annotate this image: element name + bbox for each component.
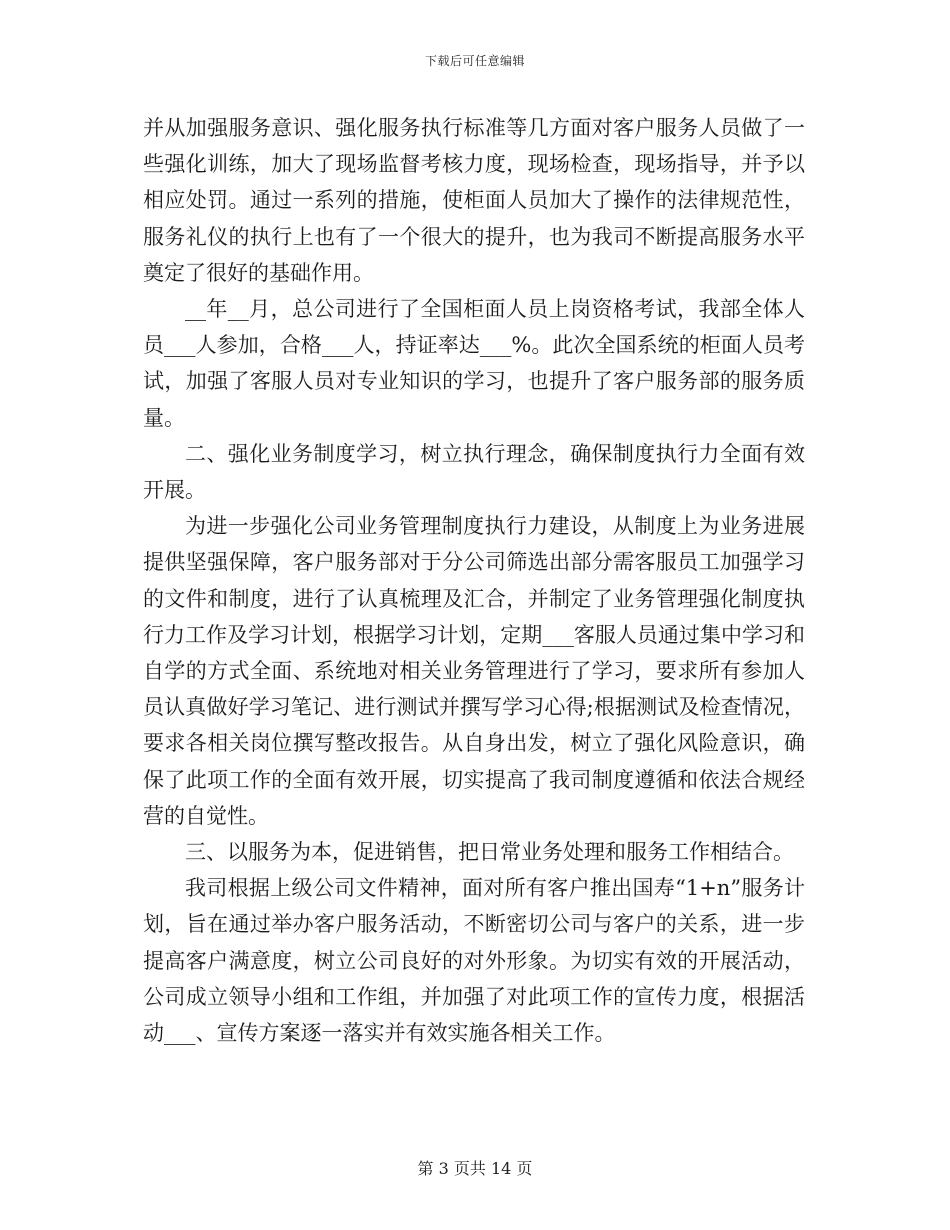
section-heading-3: 三、以服务为本，促进销售，把日常业务处理和服务工作相结合。: [185, 840, 794, 865]
download-note: 下载后可任意编辑: [424, 54, 525, 68]
section-heading-2: 二、强化业务制度学习，树立执行理念，确保制度执行力全面有效开展。: [143, 441, 805, 503]
paragraph-service-plan: 我司根据上级公司文件精神，面对所有客户推出国寿“1+n”服务计划，旨在通过举办客户服务活动，不断密切公司与客户的关系，进一步提高客户满意度，树立公司良好的对外形象。为切实有效的开展活动，公司成立领导小组和工作组，并加强了对此项工作的宣传力度，根据活动___、宣传方案逐一落实并有效实施各相关工作。: [143, 876, 805, 1046]
page-number: 第 3 页共 14 页: [417, 1159, 533, 1178]
document-body: [143, 110, 805, 1051]
paragraph-exam-results: __年__月，总公司进行了全国柜面人员上岗资格考试，我部全体人员___人参加，合格___人，持证率达___%。此次全国系统的柜面人员考试，加强了客服人员对专业知识的学习，也提升了客户服务部的服务质量。: [143, 297, 805, 430]
paragraph-continuation: 并从加强服务意识、强化服务执行标准等几方面对客户服务人员做了一些强化训练，加大了现场监督考核力度，现场检查，现场指导，并予以相应处罚。通过一系列的措施，使柜面人员加大了操作的法律规范性，服务礼仪的执行上也有了一个很大的提升，也为我司不断提高服务水平奠定了很好的基础作用。: [143, 116, 805, 285]
paragraph-system-learning: 为进一步强化公司业务管理制度执行力建设，从制度上为业务进展提供坚强保障，客户服务部对于分公司筛选出部分需客服员工加强学习的文件和制度，进行了认真梳理及汇合，并制定了业务管理强化制度执行力工作及学习计划，根据学习计划，定期___客服人员通过集中学习和自学的方式全面、系统地对相关业务管理进行了学习，要求所有参加人员认真做好学习笔记、进行测试并撰写学习心得;根据测试及检查情况，要求各相关岗位撰写整改报告。从自身出发，树立了强化风险意识，确保了此项工作的全面有效开展，切实提高了我司制度遵循和依法合规经营的自觉性。: [143, 514, 805, 828]
